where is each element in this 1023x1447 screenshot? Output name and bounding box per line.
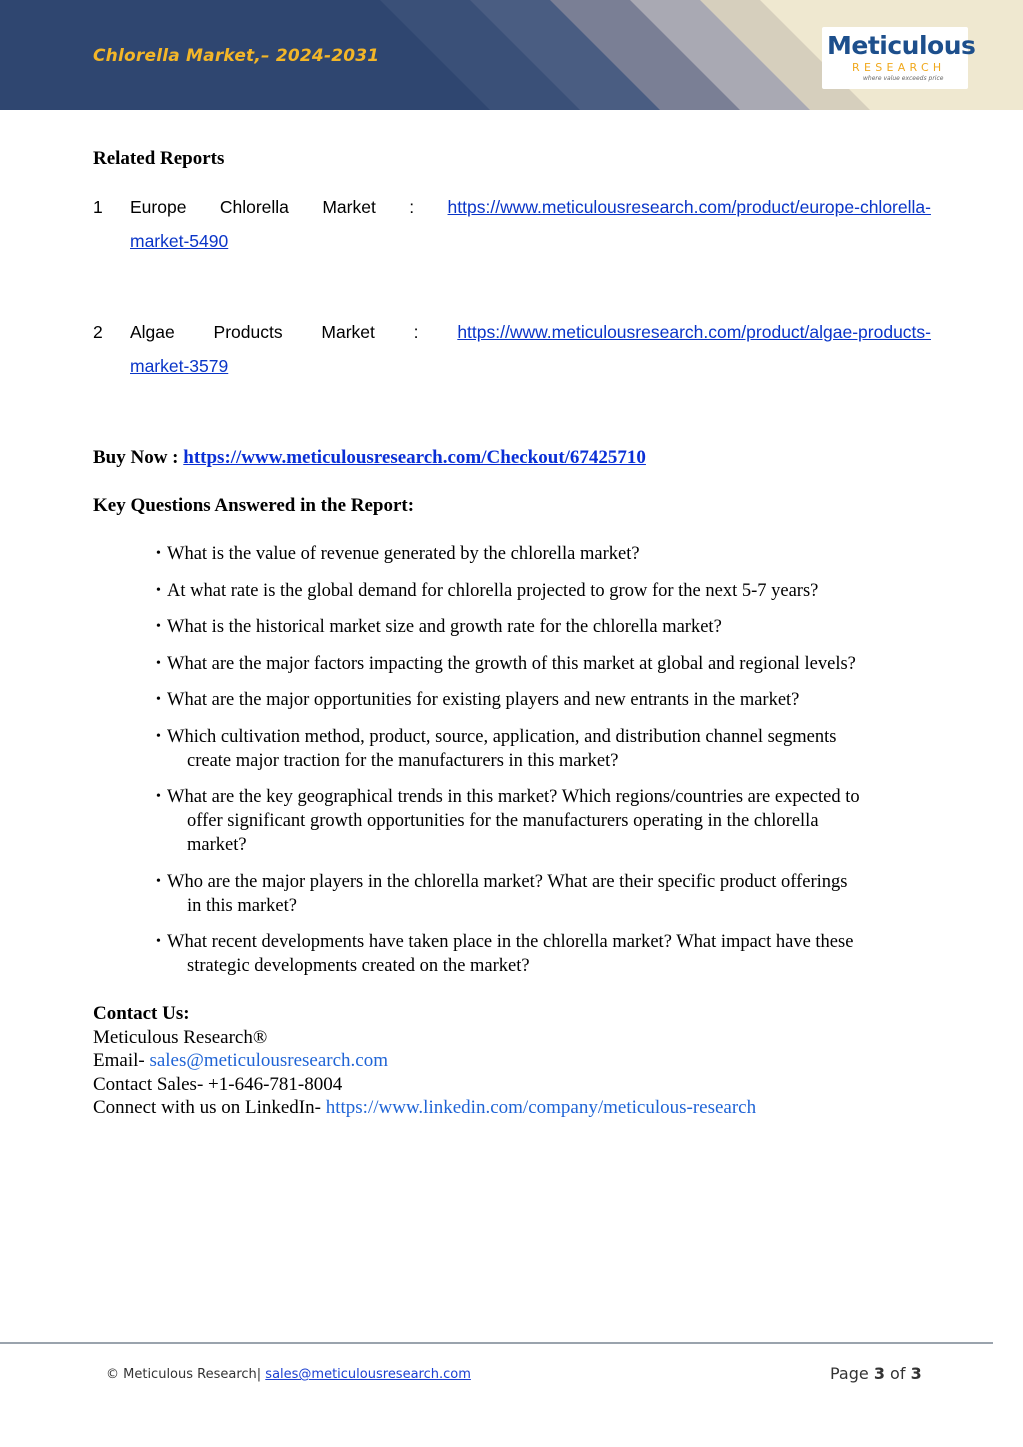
report-label-word: Europe <box>130 197 187 217</box>
report-label-word: Algae <box>130 322 175 342</box>
email-label: Email- <box>93 1050 150 1071</box>
logo-wordmark: Meticulous <box>827 31 976 60</box>
page-header <box>0 0 1023 110</box>
question-line: What are the major opportunities for existing players and new entrants in the market? <box>167 690 800 710</box>
bullet-icon: • <box>156 619 161 634</box>
bullet-icon: • <box>156 934 161 949</box>
question-item <box>149 930 939 978</box>
report-number: 1 <box>93 197 103 217</box>
question-line: What is the value of revenue generated by the chlorella market? <box>167 544 640 564</box>
bullet-icon: • <box>156 582 161 598</box>
report-label-word: Chlorella <box>219 197 289 217</box>
footer-copyright-text: © Meticulous Research| <box>106 1367 266 1382</box>
document-title: Chlorella Market,– 2024-2031 <box>93 46 380 66</box>
bullet-icon: • <box>156 789 161 804</box>
question-item <box>149 785 939 857</box>
question-line: What are the major factors impacting the growth of this market at global and regional levels? <box>167 653 856 674</box>
buy-now-label: Buy Now : <box>93 447 184 468</box>
question-line: Which cultivation method, product, source, application, and distribution channel segments <box>167 726 837 747</box>
buy-now-link[interactable]: https://www.meticulousresearch.com/Checkout/67425710 <box>183 447 646 468</box>
page-word: Page <box>830 1364 874 1383</box>
report-label-word: Market <box>322 197 376 217</box>
linkedin-label: Connect with us on LinkedIn- <box>93 1097 326 1118</box>
report-line <box>130 190 931 224</box>
footer-copyright <box>106 1367 471 1382</box>
question-line-continued: offer significant growth opportunities for the manufacturers operating in the chlorella <box>187 811 819 831</box>
question-line-continued: create major traction for the manufacturers in this market? <box>187 750 619 771</box>
bullet-icon: • <box>156 873 161 889</box>
contact-sales: Contact Sales- +1-646-781-8004 <box>93 1073 343 1095</box>
contact-email-link[interactable]: sales@meticulousresearch.com <box>149 1050 389 1071</box>
question-item <box>149 615 939 639</box>
footer-email-link[interactable]: sales@meticulousresearch.com <box>265 1367 471 1382</box>
question-item <box>149 725 939 773</box>
contact-section <box>93 1002 756 1120</box>
footer-divider <box>0 1342 993 1344</box>
bullet-icon: • <box>156 692 161 707</box>
question-line-continued: strategic developments created on the market? <box>187 956 530 976</box>
bullet-icon: • <box>156 728 161 744</box>
key-questions-list <box>149 542 939 991</box>
logo-subtitle: RESEARCH <box>852 61 946 74</box>
page-indicator <box>830 1364 922 1383</box>
report-link[interactable]: https://www.meticulousresearch.com/product/europe-chlorella- <box>447 197 931 217</box>
bullet-icon: • <box>156 546 161 561</box>
key-questions-heading: Key Questions Answered in the Report: <box>93 495 415 516</box>
question-item <box>149 579 939 603</box>
contact-company: Meticulous Research® <box>93 1026 268 1048</box>
question-text <box>167 579 939 603</box>
question-line-continued: market? <box>187 835 247 855</box>
report-line <box>130 315 931 349</box>
report-line-2 <box>130 224 228 258</box>
contact-title: Contact Us: <box>93 1003 190 1024</box>
question-line: Who are the major players in the chlorella market? What are their specific product offerings <box>167 871 848 892</box>
question-item <box>149 652 939 676</box>
question-line-continued: in this market? <box>187 895 297 916</box>
linkedin-link[interactable]: https://www.linkedin.com/company/meticulous-research <box>325 1097 757 1118</box>
question-text <box>167 785 939 857</box>
report-link[interactable]: https://www.meticulousresearch.com/product/algae-products- <box>457 322 931 342</box>
report-label-word: Market <box>321 322 375 342</box>
question-text <box>167 542 939 566</box>
question-item <box>149 870 939 918</box>
question-item <box>149 688 939 712</box>
question-text <box>167 688 939 712</box>
report-number: 2 <box>93 322 103 342</box>
question-text <box>167 725 939 773</box>
logo-tagline: where value exceeds price <box>863 75 944 82</box>
report-label-word: : <box>409 197 415 217</box>
question-line: What recent developments have taken place in the chlorella market? What impact have these <box>167 932 854 952</box>
report-link-continued[interactable]: market-3579 <box>130 356 229 376</box>
bullet-icon: • <box>156 655 161 671</box>
report-link-continued[interactable]: market-5490 <box>130 231 229 251</box>
page-total: 3 <box>910 1364 922 1383</box>
question-item <box>149 542 939 566</box>
question-text <box>167 615 939 639</box>
contact-linkedin-line <box>93 1096 756 1120</box>
report-label-word: Products <box>213 322 283 342</box>
question-text <box>167 930 939 978</box>
report-label-word: : <box>413 322 419 342</box>
question-line: At what rate is the global demand for chlorella projected to grow for the next 5-7 years? <box>167 580 819 601</box>
page-number: 3 <box>873 1364 885 1383</box>
question-line: What are the key geographical trends in this market? Which regions/countries are expected to <box>167 787 860 807</box>
contact-email-line <box>93 1049 756 1073</box>
related-reports-heading: Related Reports <box>93 148 225 169</box>
of-word: of <box>884 1364 911 1383</box>
question-line: What is the historical market size and growth rate for the chlorella market? <box>167 617 722 637</box>
question-text <box>167 652 939 676</box>
meticulous-logo <box>822 27 976 89</box>
buy-now-line <box>93 447 646 469</box>
report-line-2 <box>130 349 228 383</box>
question-text <box>167 870 939 918</box>
